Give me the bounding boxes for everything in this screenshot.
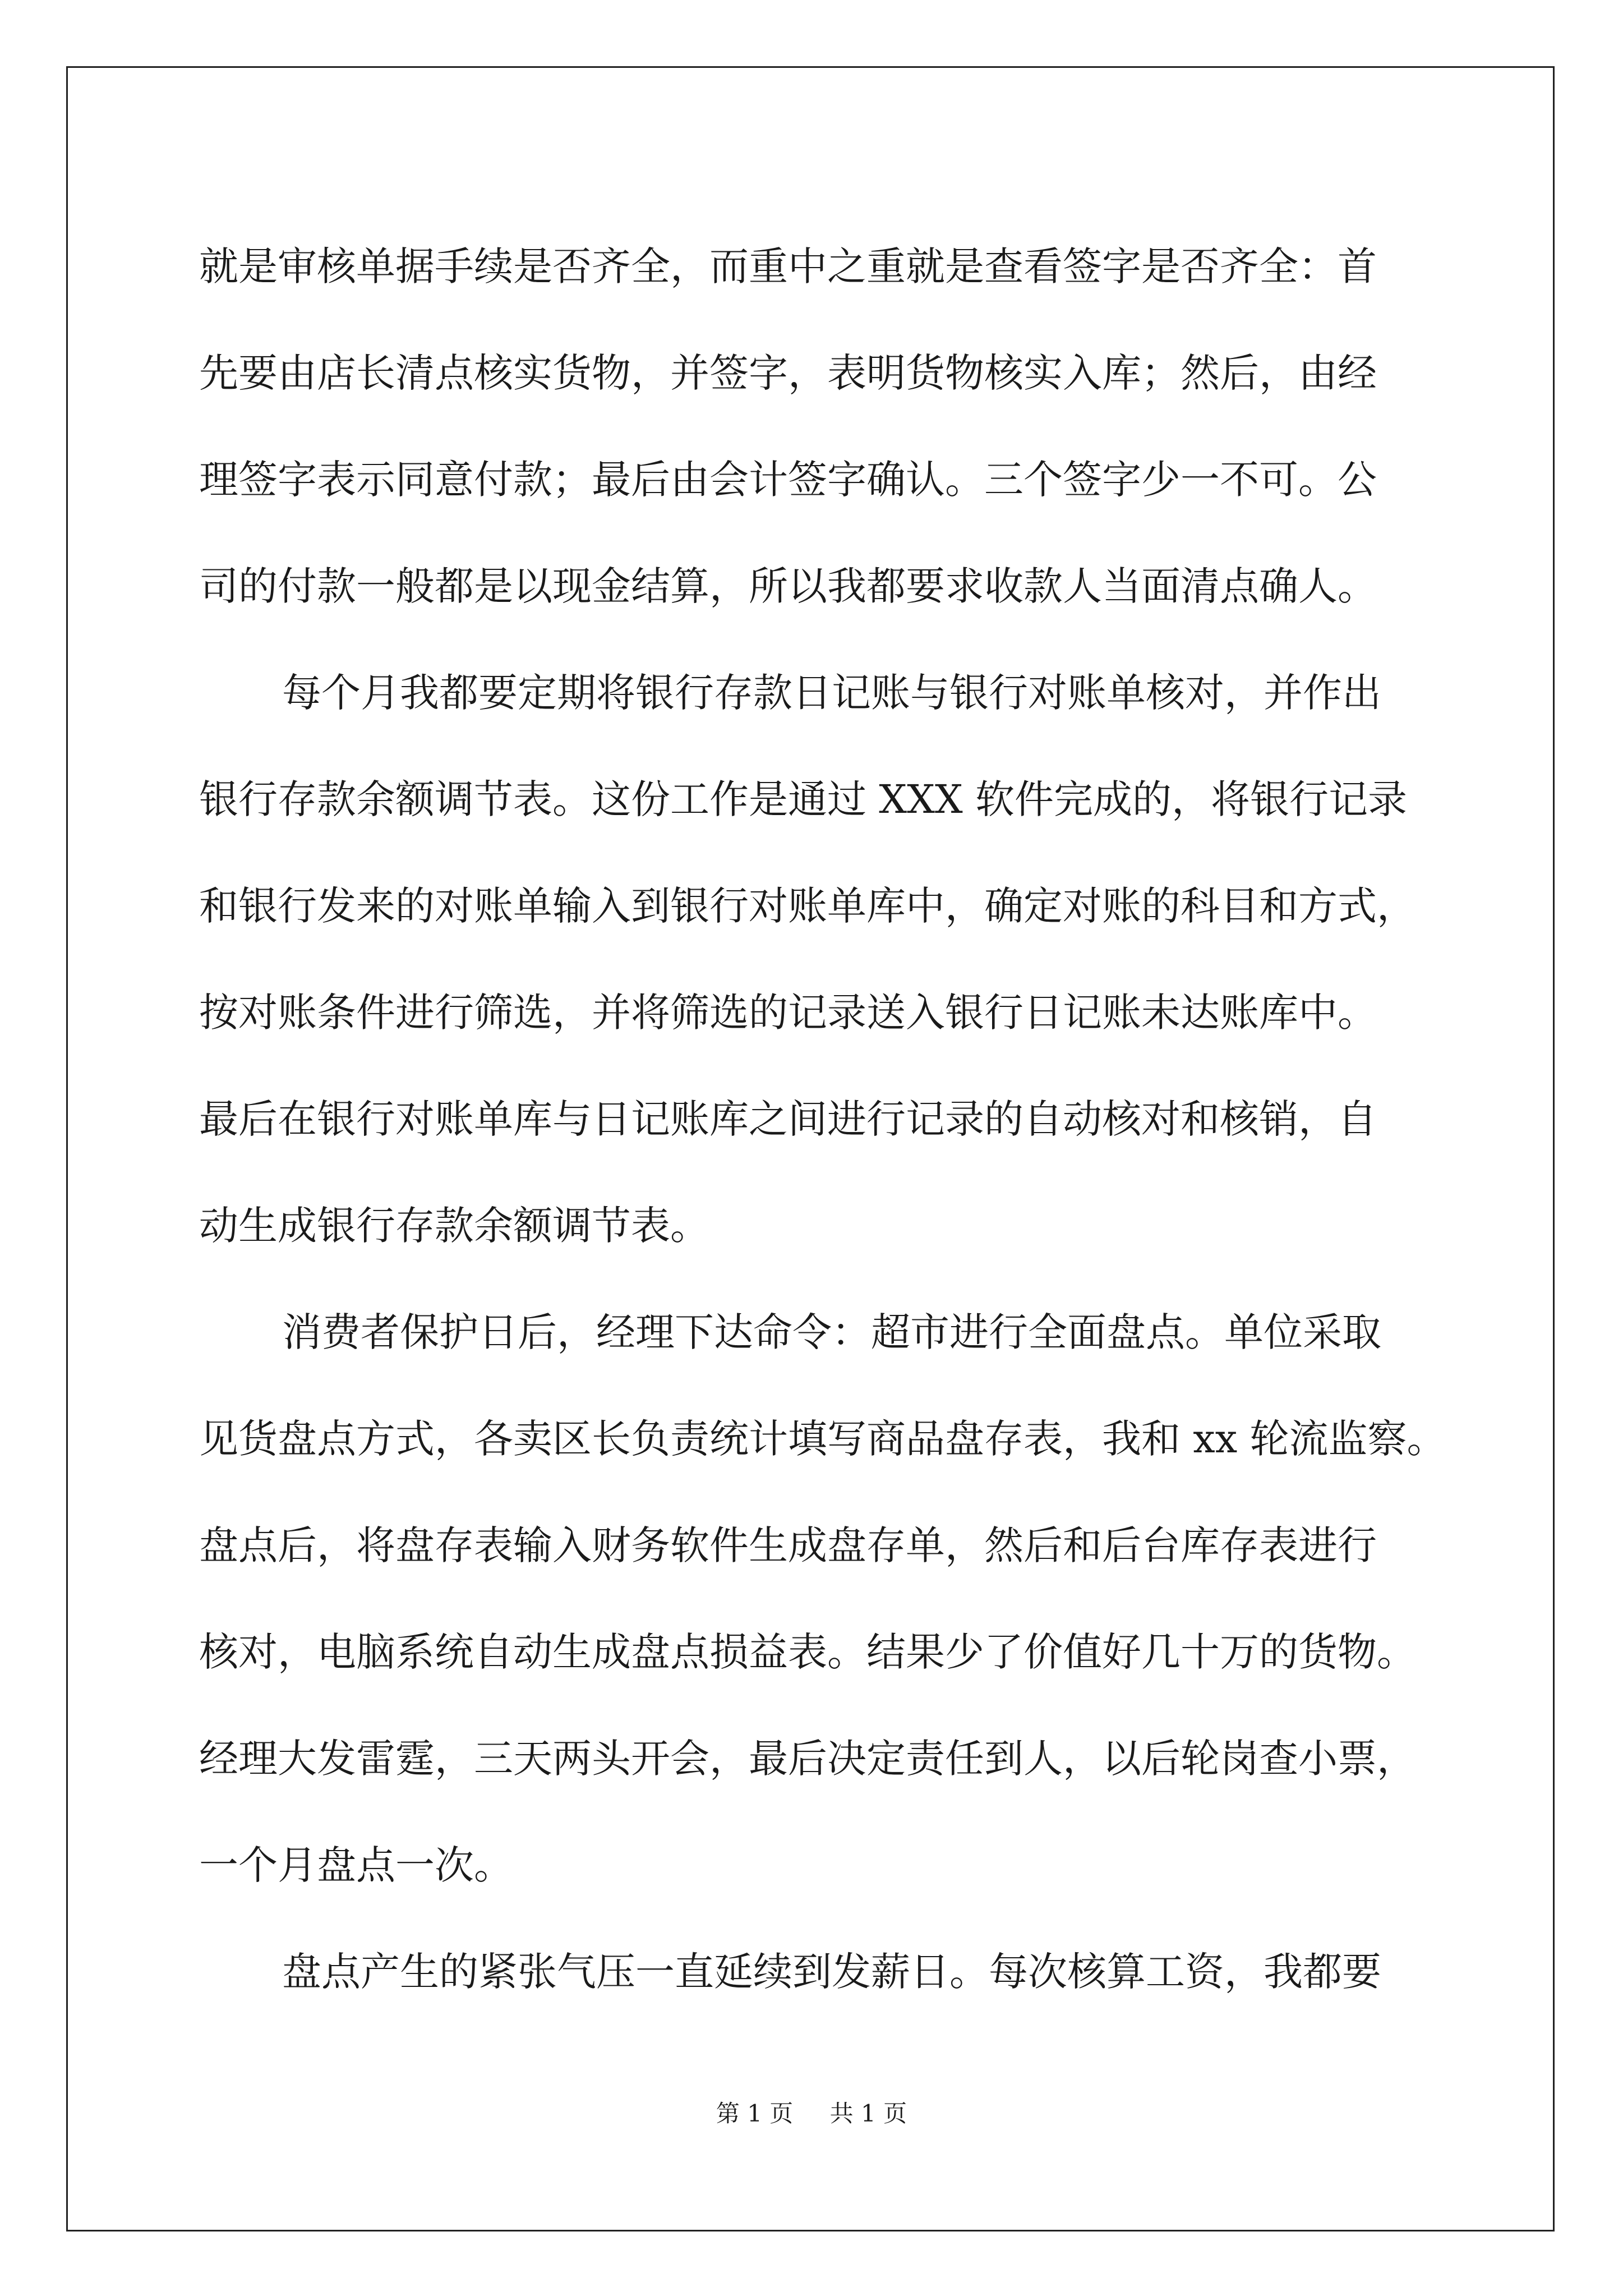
text-line: 经理大发雷霆，三天两头开会，最后决定责任到人，以后轮岗查小票， bbox=[199, 1736, 1416, 1782]
text-line: 盘点后，将盘存表输入财务软件生成盘存单，然后和后台库存表进行 bbox=[199, 1522, 1377, 1568]
paragraph-first-line: 每个月我都要定期将银行存款日记账与银行对账单核对，并作出 bbox=[282, 670, 1381, 716]
text-line: 最后在银行对账单库与日记账库之间进行记录的自动核对和核销，自 bbox=[199, 1096, 1377, 1142]
document-body bbox=[199, 213, 1446, 2025]
paragraph-first-line: 消费者保护日后，经理下达命令：超市进行全面盘点。单位采取 bbox=[282, 1309, 1381, 1355]
page-footer bbox=[0, 2095, 1623, 2129]
text-line: 按对账条件进行筛选，并将筛选的记录送入银行日记账未达账库中。 bbox=[199, 990, 1377, 1036]
text-line: 理签字表示同意付款；最后由会计签字确认。三个签字少一不可。公 bbox=[199, 457, 1377, 503]
text-line: 一个月盘点一次。 bbox=[199, 1842, 513, 1888]
text-line: 银行存款余额调节表。这份工作是通过 XXX 软件完成的，将银行记录 bbox=[199, 776, 1408, 822]
paragraph-first-line: 盘点产生的紧张气压一直延续到发薪日。每次核算工资，我都要 bbox=[282, 1949, 1381, 1995]
text-line: 核对，电脑系统自动生成盘点损益表。结果少了价值好几十万的货物。 bbox=[199, 1629, 1416, 1675]
text-line: 见货盘点方式，各卖区长负责统计填写商品盘存表，我和 xx 轮流监察。 bbox=[199, 1416, 1446, 1462]
text-line: 司的付款一般都是以现金结算，所以我都要求收款人当面清点确人。 bbox=[199, 563, 1377, 609]
text-line: 先要由店长清点核实货物，并签字，表明货物核实入库；然后，由经 bbox=[199, 350, 1377, 396]
text-line: 和银行发来的对账单输入到银行对账单库中，确定对账的科目和方式， bbox=[199, 883, 1416, 929]
text-line: 就是审核单据手续是否齐全，而重中之重就是查看签字是否齐全：首 bbox=[199, 243, 1377, 289]
text-line: 动生成银行存款余额调节表。 bbox=[199, 1203, 709, 1249]
page-number: 第 1 页 bbox=[716, 2100, 794, 2127]
page-total: 共 1 页 bbox=[829, 2100, 907, 2127]
